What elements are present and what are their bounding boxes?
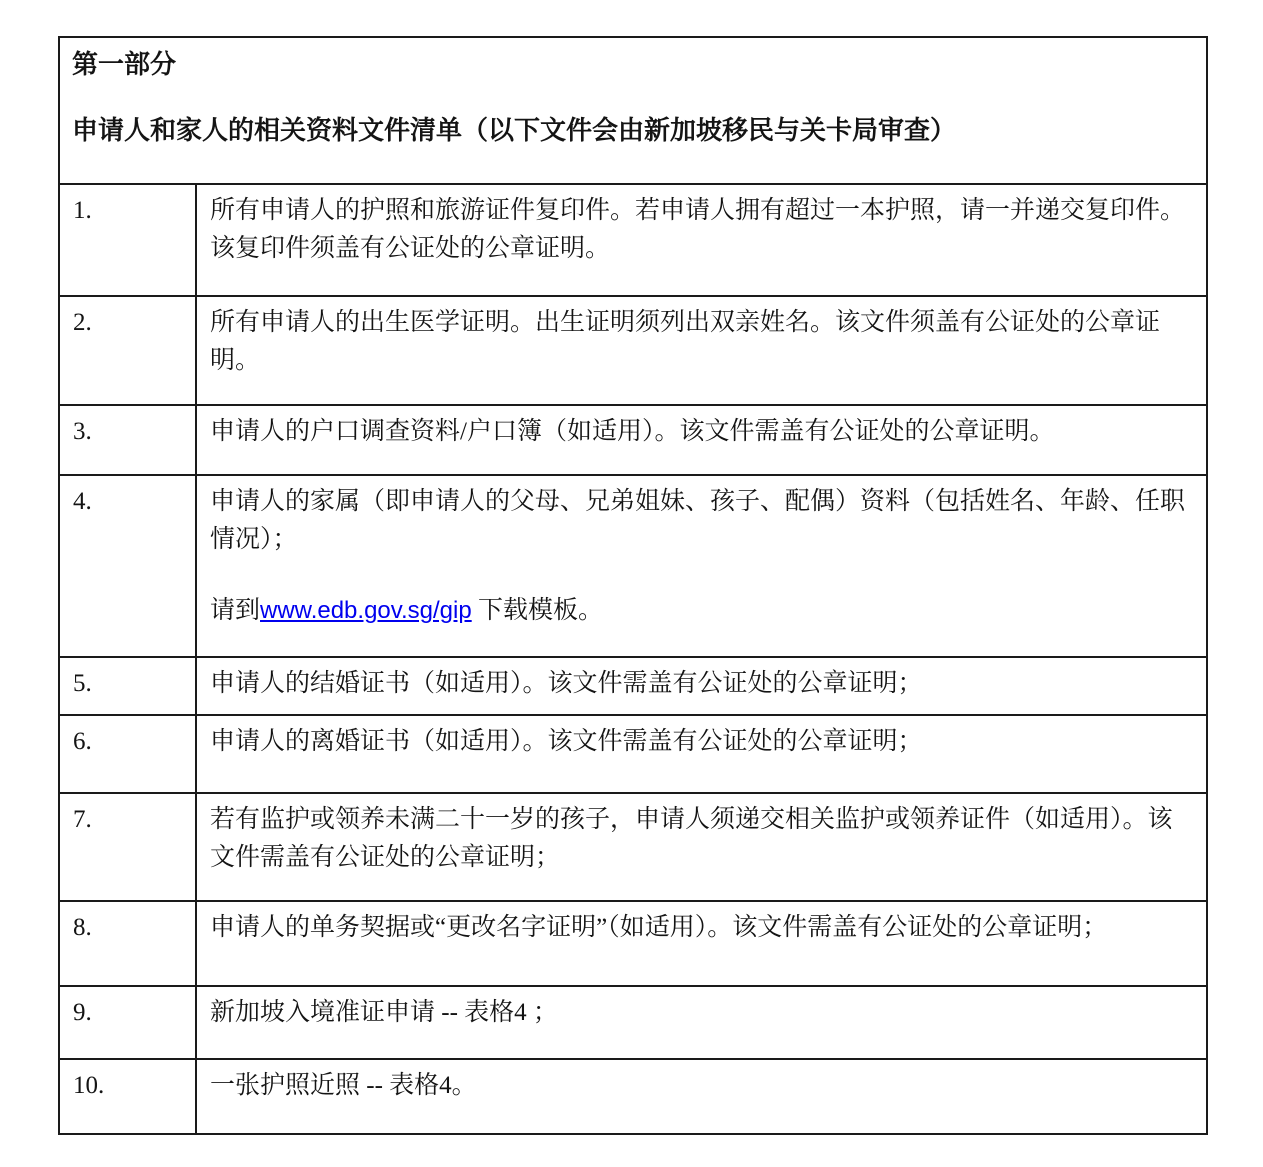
table-row: [60, 474, 1206, 656]
table-row: [60, 985, 1206, 1058]
table-row: [60, 900, 1206, 985]
row-number-cell: 8.: [60, 902, 197, 985]
table-row: [60, 295, 1206, 404]
table-row: [60, 792, 1206, 900]
row-number-cell: 10.: [60, 1060, 197, 1133]
link-suffix-text: 下载模板。: [471, 597, 603, 624]
document-checklist-table: [58, 36, 1208, 1135]
table-row: [60, 656, 1206, 714]
row-text: 申请人的家属（即申请人的父母、兄弟姐妹、孩子、配偶）资料（包括姓名、年龄、任职情况）；: [210, 488, 1186, 553]
row-text: 一张护照近照 -- 表格4。: [210, 1072, 477, 1099]
edb-gip-link[interactable]: www.edb.gov.sg/gip: [260, 597, 472, 624]
row-content-cell: [197, 658, 1206, 714]
row-number-cell: 2.: [60, 297, 197, 404]
row-content-cell: [197, 185, 1206, 295]
table-row: [60, 1058, 1206, 1133]
row-text: 若有监护或领养未满二十一岁的孩子，申请人须递交相关监护或领养证件（如适用）。该文件需盖有公证处的公章证明；: [210, 806, 1173, 871]
row-content-cell: [197, 297, 1206, 404]
row-number-cell: 3.: [60, 406, 197, 474]
row-text: 新加坡入境准证申请 -- 表格4 ；: [210, 999, 558, 1026]
row-content-cell: [197, 716, 1206, 792]
row-number-cell: 5.: [60, 658, 197, 714]
row-text: 所有申请人的出生医学证明。出生证明须列出双亲姓名。该文件须盖有公证处的公章证明。: [210, 309, 1161, 374]
checklist-title: 申请人和家人的相关资料文件清单（以下文件会由新加坡移民与关卡局审查）: [72, 116, 957, 145]
row-text: 申请人的单务契据或“更改名字证明”（如适用）。该文件需盖有公证处的公章证明；: [210, 914, 1108, 941]
row-text: 申请人的结婚证书（如适用）。该文件需盖有公证处的公章证明；: [210, 670, 923, 697]
row-number-cell: 7.: [60, 794, 197, 900]
link-prefix-text: 请到: [210, 597, 261, 624]
row-content-cell: [197, 476, 1206, 656]
row-content-cell: [197, 1060, 1206, 1133]
row-number-cell: 1.: [60, 185, 197, 295]
row-text: 申请人的户口调查资料/户口簿（如适用）。该文件需盖有公证处的公章证明。: [210, 418, 1055, 445]
row-content-cell: [197, 902, 1206, 985]
row-text: 所有申请人的护照和旅游证件复印件。若申请人拥有超过一本护照，请一并递交复印件。该复印件须盖有公证处的公章证明。: [210, 197, 1186, 262]
template-download-line: [210, 592, 1192, 630]
table-row: [60, 404, 1206, 474]
table-row: [60, 714, 1206, 792]
row-number-cell: 9.: [60, 987, 197, 1058]
row-content-cell: [197, 794, 1206, 900]
part-title: 第一部分: [72, 50, 177, 79]
row-number-cell: 6.: [60, 716, 197, 792]
row-content-cell: [197, 987, 1206, 1058]
row-text: 申请人的离婚证书（如适用）。该文件需盖有公证处的公章证明；: [210, 728, 923, 755]
row-number-cell: 4.: [60, 476, 197, 656]
table-row: [60, 183, 1206, 295]
row-content-cell: [197, 406, 1206, 474]
table-header: [60, 38, 1206, 183]
